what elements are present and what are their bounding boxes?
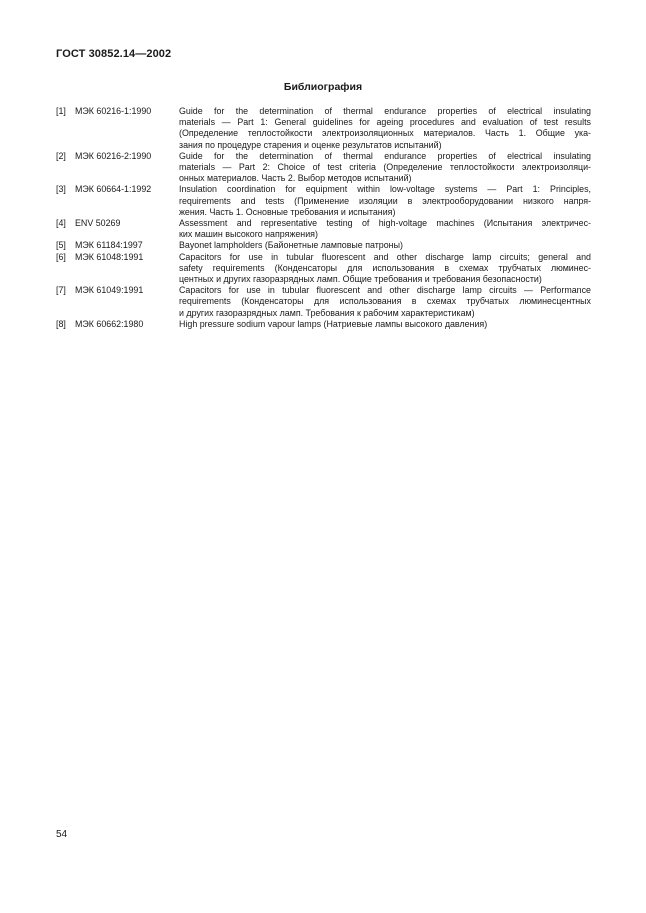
- entry-title-line: Capacitors for use in tubular fluorescent and other discharge lamp circuits; general and: [179, 251, 591, 262]
- entry-title-line: ких машин высокого напряжения): [179, 229, 318, 240]
- entry-title-line: materials — Part 2: Choice of test criteria (Определение теплостойкости электроизоляци-: [179, 162, 591, 173]
- entry-number: [5]: [56, 240, 66, 251]
- entry-title: [179, 218, 591, 240]
- entry-number: [7]: [56, 285, 66, 296]
- entry-title-line: High pressure sodium vapour lamps (Натриевые лампы высокого давления): [179, 318, 488, 329]
- bibliography-entry: [56, 151, 591, 185]
- entry-number: [6]: [56, 251, 66, 262]
- entry-title-line: Capacitors for use in tubular fluorescent and other discharge lamp circuits — Performance: [179, 285, 591, 296]
- entry-title: [179, 285, 591, 319]
- entry-title: [179, 252, 591, 286]
- entry-title-line: жения. Часть 1. Основные требования и испытания): [179, 206, 396, 217]
- bibliography-list: [56, 106, 591, 330]
- entry-standard-ref: МЭК 60216-1:1990: [75, 106, 152, 116]
- entry-standard-ref: МЭК 60662:1980: [75, 318, 144, 329]
- entry-standard-ref: ENV 50269: [75, 218, 121, 229]
- entry-title: [179, 319, 591, 330]
- entry-standard-ref: МЭК 61184:1997: [75, 240, 143, 251]
- entry-title-line: Bayonet lampholders (Байонетные ламповые патроны): [179, 240, 403, 251]
- entry-title-line: Guide for the determination of thermal endurance properties of electrical insulating: [179, 150, 591, 161]
- page-number: 54: [56, 829, 68, 840]
- bibliography-entry: [56, 252, 591, 286]
- entry-title-line: materials — Part 1: General guidelines for ageing procedures and evaluation of test results: [179, 117, 591, 128]
- entry-standard-ref: МЭК 60664-1:1992: [75, 184, 152, 195]
- entry-title-line: центных и других газоразрядных ламп. Общие требования и требования безопасности): [179, 274, 542, 285]
- entry-title: [179, 106, 591, 151]
- entry-standard-ref: МЭК 61049:1991: [75, 285, 144, 296]
- entry-title-line: зания по процедуре старения и оценке результатов испытаний): [179, 139, 442, 150]
- entry-title-line: safety requirements (Конденсаторы для использования в схемах трубчатых люминес-: [179, 262, 591, 273]
- entry-standard-ref: МЭК 60216-2:1990: [75, 150, 152, 161]
- entry-title-line: requirements (Конденсаторы для использования в схемах трубчатых люминесцентных: [179, 296, 591, 307]
- entry-title-line: requirements and tests (Применение изоляции в электрооборудовании низкого напря-: [179, 195, 591, 206]
- page-header: ГОСТ 30852.14—2002: [56, 48, 172, 60]
- entry-number: [1]: [56, 106, 66, 116]
- entry-title: [179, 240, 591, 251]
- bibliography-entry: [56, 106, 591, 151]
- section-title: Библиография: [283, 81, 363, 93]
- entry-number: [4]: [56, 218, 66, 229]
- bibliography-entry: [56, 319, 591, 330]
- entry-title-line: Guide for the determination of thermal endurance properties of electrical insulating: [179, 106, 591, 116]
- entry-title: [179, 151, 591, 185]
- entry-number: [2]: [56, 150, 66, 161]
- bibliography-entry: [56, 285, 591, 319]
- bibliography-entry: [56, 240, 591, 251]
- entry-title-line: (Определение теплостойкости электроизоляционных материалов. Часть 1. Общие ука-: [179, 128, 591, 139]
- entry-number: [3]: [56, 184, 66, 195]
- entry-standard-ref: МЭК 61048:1991: [75, 251, 144, 262]
- entry-title: [179, 184, 591, 218]
- bibliography-entry: [56, 218, 591, 240]
- entry-title-line: и других газоразрядных ламп. Требования к рабочим характеристикам): [179, 307, 475, 318]
- entry-title-line: онных материалов. Часть 2. Выбор методов испытаний): [179, 173, 412, 184]
- entry-title-line: Insulation coordination for equipment within low-voltage systems — Part 1: Principles,: [179, 184, 591, 195]
- entry-number: [8]: [56, 318, 66, 329]
- bibliography-entry: [56, 184, 591, 218]
- entry-title-line: Assessment and representative testing of high-voltage machines (Испытания электричес-: [179, 218, 591, 229]
